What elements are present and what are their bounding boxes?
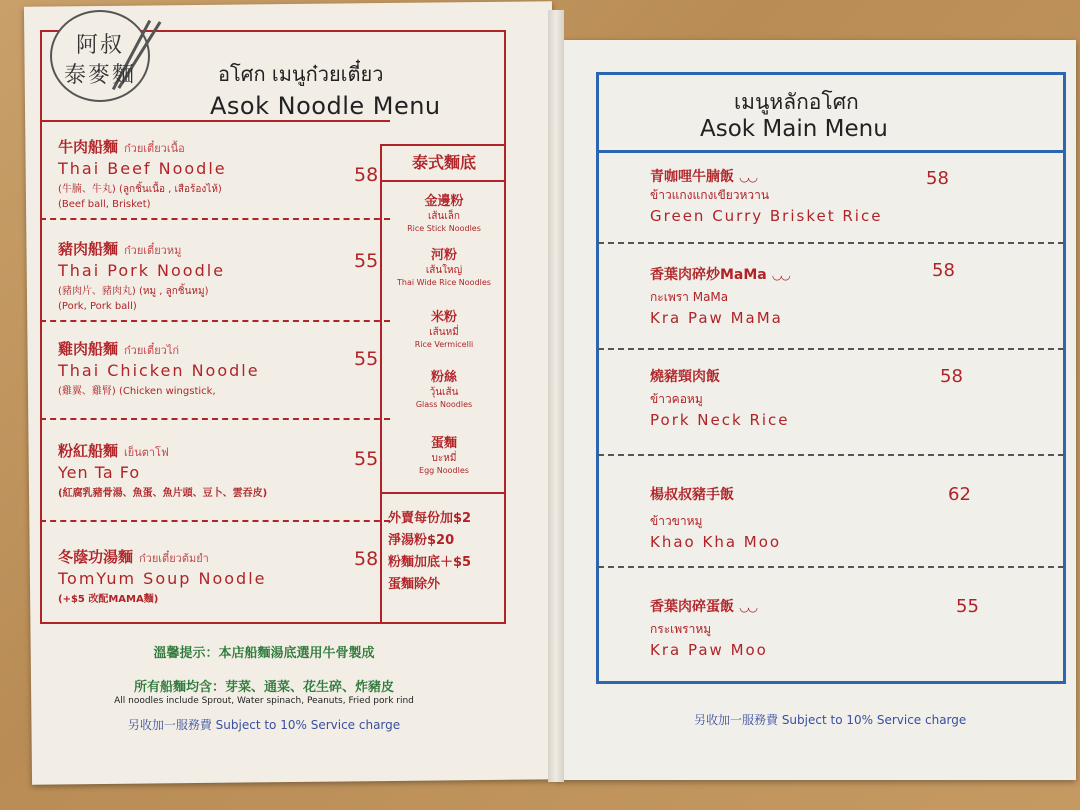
item-name-thai: ก๋วยเตี๋ยวเนื้อ: [124, 142, 185, 155]
menu-item[interactable]: [650, 264, 1030, 327]
main-menu-title-thai: เมนูหลักอโศก: [734, 90, 859, 114]
item-detail: (+$5 改配MAMA麵): [58, 594, 159, 605]
item-name-en: Green Curry Brisket Rice: [650, 207, 883, 225]
noodle-base-option[interactable]: [382, 366, 506, 409]
spicy-icon: ◡◡: [771, 268, 789, 282]
item-detail-en: (Pork, Pork ball): [58, 301, 137, 312]
base-name-en: Egg Noodles: [419, 466, 469, 475]
service-charge-note: 另收加一服務費 Subject to 10% Service charge: [127, 718, 401, 732]
item-price: 58: [932, 260, 955, 281]
extra-line: 粉麵加底＋$5: [388, 555, 472, 570]
item-name-zh: 雞肉船麵: [58, 340, 119, 358]
item-name-en: Pork Neck Rice: [650, 411, 790, 429]
item-detail-en: (Beef ball, Brisket): [58, 199, 151, 210]
item-price: 55: [354, 448, 379, 470]
base-name-thai: เส้นเล็ก: [428, 211, 460, 222]
noodle-base-column: [380, 144, 506, 624]
item-name-en: Thai Pork Noodle: [58, 261, 226, 280]
title-divider: [596, 150, 1066, 153]
logo-line-1: 阿叔: [75, 33, 124, 58]
item-name-zh: 冬蔭功湯麵: [58, 548, 134, 566]
item-name-en: Thai Chicken Noodle: [58, 361, 260, 380]
item-divider: [40, 320, 390, 322]
base-name-en: Glass Noodles: [415, 400, 473, 409]
menu-item[interactable]: [58, 338, 378, 397]
item-price: 58: [354, 548, 379, 570]
soup-note: 溫馨提示：本店船麵湯底選用牛骨製成: [153, 646, 375, 661]
service-charge-note: 另收加一服務費 Subject to 10% Service charge: [694, 713, 967, 727]
spicy-icon: ◡◡: [739, 600, 757, 614]
item-detail-thai: (ลูกชิ้นเนื้อ , เสือร้องไห้): [119, 184, 222, 195]
base-name-thai: เส้นหมี่: [429, 327, 459, 338]
extras-list: [388, 508, 502, 596]
item-name-zh: 香葉肉碎炒MaMa: [650, 267, 767, 283]
item-detail: (牛腩、牛丸): [58, 184, 116, 195]
item-name-thai: กะเพรา MaMa: [650, 290, 729, 304]
item-name-en: Kra Paw Moo: [650, 641, 768, 659]
spicy-icon: ◡◡: [739, 170, 757, 184]
base-name-zh: 金邊粉: [424, 194, 464, 209]
noodle-menu-title-thai: อโศก เมนูก๋วยเตี๋ยว: [218, 62, 384, 86]
item-name-en: TomYum Soup Noodle: [58, 569, 267, 588]
item-name-thai: ก๋วยเตี๋ยวต้มยำ: [139, 552, 209, 565]
restaurant-logo: [50, 10, 150, 102]
item-price: 55: [354, 250, 379, 272]
item-detail-thai: (Chicken wingstick,: [119, 386, 216, 397]
menu-item[interactable]: [650, 166, 1030, 225]
menu-item[interactable]: [58, 440, 378, 499]
menu-spine: [548, 10, 564, 782]
item-name-zh: 燒豬頸肉飯: [650, 369, 720, 385]
menu-item[interactable]: [58, 136, 378, 210]
base-name-zh: 米粉: [430, 310, 457, 325]
item-name-zh: 豬肉船麵: [58, 240, 119, 258]
item-name-en: Kra Paw MaMa: [650, 309, 783, 327]
base-name-thai: วุ้นเส้น: [429, 387, 459, 398]
noodle-base-option[interactable]: [382, 244, 506, 287]
menu-item[interactable]: [58, 238, 378, 312]
item-name-en: Thai Beef Noodle: [58, 159, 227, 178]
item-name-zh: 青咖哩牛腩飯: [650, 169, 734, 185]
noodle-base-option[interactable]: [382, 432, 506, 475]
item-detail-thai: (หมู , ลูกชิ้นหมู): [139, 286, 209, 297]
base-name-thai: บะหมี่: [431, 453, 457, 464]
base-name-en: Thai Wide Rice Noodles: [397, 278, 491, 287]
menu-item[interactable]: [58, 546, 378, 605]
menu-item[interactable]: [650, 484, 1030, 551]
item-price: 58: [354, 164, 379, 186]
item-name-thai: ก๋วยเตี๋ยวไก่: [124, 344, 180, 357]
item-name-thai: กระเพราหมู: [650, 622, 712, 636]
item-price: 55: [956, 596, 979, 617]
noodle-base-option[interactable]: [382, 190, 506, 233]
base-name-zh: 粉絲: [430, 370, 457, 385]
item-name-en: Yen Ta Fo: [58, 463, 141, 482]
item-divider: [40, 418, 390, 420]
item-name-zh: 牛肉船麵: [58, 138, 119, 156]
item-name-zh: 粉紅船麵: [58, 442, 119, 460]
noodle-base-option[interactable]: [382, 306, 506, 349]
item-name-thai: ข้าวแกงแกงเขียวหวาน: [650, 188, 770, 202]
toppings-note: 所有船麵均含：芽菜、通菜、花生碎、炸豬皮: [133, 680, 394, 695]
toppings-note-en: All noodles include Sprout, Water spinach, Peanuts, Fried pork rind: [114, 696, 414, 706]
item-divider: [598, 566, 1064, 568]
item-divider: [598, 242, 1064, 244]
item-price: 55: [354, 348, 379, 370]
logo-line-2: 泰麥麵: [63, 63, 136, 88]
main-menu-title: Asok Main Menu: [700, 116, 888, 142]
base-name-zh: 河粉: [430, 248, 457, 263]
item-name-en: Khao Kha Moo: [650, 533, 782, 551]
item-detail: (豬肉片、豬肉丸): [58, 286, 136, 297]
item-name-zh: 楊叔叔豬手飯: [650, 487, 734, 503]
base-name-zh: 蛋麵: [430, 436, 457, 451]
item-price: 62: [948, 484, 971, 505]
item-detail: (紅腐乳豬骨湯、魚蛋、魚片頭、豆卜、雲吞皮): [58, 488, 268, 499]
item-divider: [40, 520, 390, 522]
item-detail: (雞翼、雞腎): [58, 386, 116, 397]
extra-line: 蛋麵除外: [388, 577, 441, 592]
base-name-en: Rice Stick Noodles: [407, 224, 481, 233]
extra-line: 外賣每份加$2: [388, 511, 472, 526]
item-divider: [598, 348, 1064, 350]
base-name-en: Rice Vermicelli: [414, 340, 474, 349]
menu-item[interactable]: [650, 366, 1030, 429]
noodle-base-header: 泰式麵底: [382, 146, 506, 182]
item-divider: [40, 218, 390, 220]
item-name-zh: 香葉肉碎蛋飯: [650, 599, 734, 615]
item-name-thai: ข้าวคอหมู: [650, 392, 703, 406]
item-price: 58: [940, 366, 963, 387]
base-name-thai: เส้นใหญ่: [425, 265, 463, 276]
item-price: 58: [926, 168, 949, 189]
noodle-menu-title: Asok Noodle Menu: [210, 92, 441, 120]
extra-line: 淨湯粉$20: [388, 533, 455, 548]
extras-divider: [382, 492, 506, 494]
item-name-thai: ข้าวขาหมู: [650, 514, 703, 528]
item-name-thai: ก๋วยเตี๋ยวหมู: [124, 244, 182, 257]
item-name-thai: เย็นตาโฟ: [124, 446, 169, 459]
item-divider: [598, 454, 1064, 456]
